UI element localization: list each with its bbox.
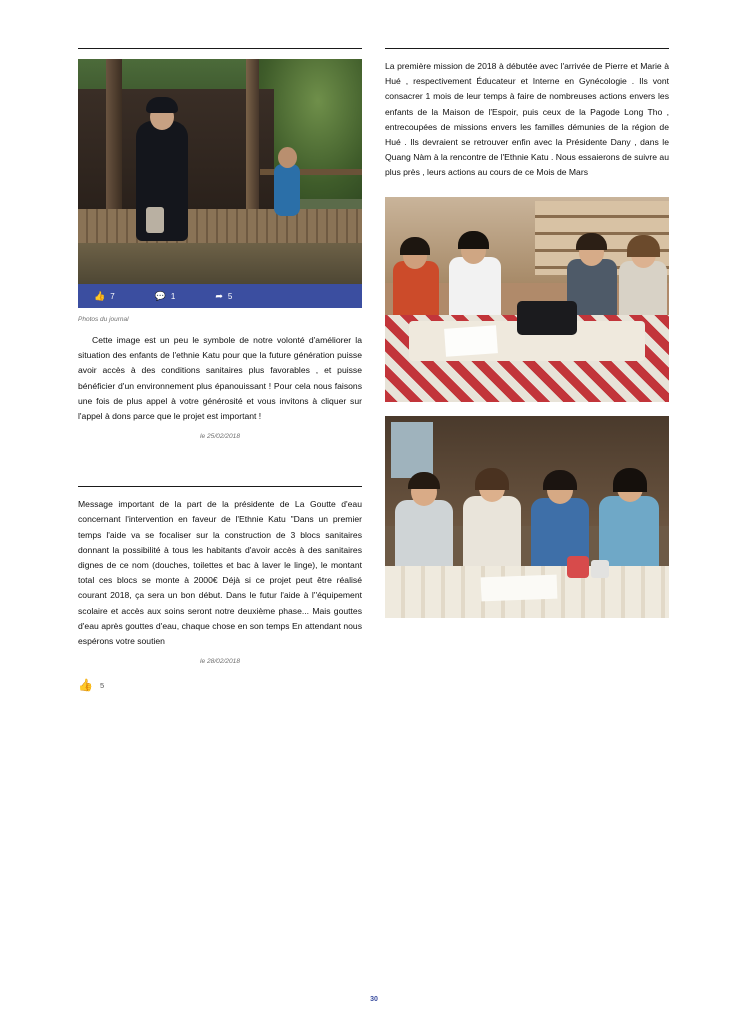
woman-and-child-on-stilt-house-photo <box>78 59 362 284</box>
comment-count: 1 <box>170 291 176 301</box>
article-2-like-count: 5 <box>99 680 105 690</box>
article-2-block <box>78 486 362 691</box>
photo-caption: Photos du journal <box>78 316 129 323</box>
article-2-like-row[interactable] <box>78 679 362 691</box>
article-1-date: le 25/02/2018 <box>200 433 240 441</box>
article-2-body: Message important de la part de la présidente de La Goutte d'eau concernant l'intervention en faveur de l'Ethnie Katu "Dans un premier temps l'aide va se focaliser sur la construction de 3 blocs sanitaires donnant la possibilité à tous les habitants d'avoir accès à des sanitaires dignes de ce nom (douches, toilettes et bac à laver le linge), le montant total ces blocs se monte à 2000€ Déjà si ce projet peut être réalisé courant 2018, ça sera un bon début. Dans le futur l'aide à l''équipement scolaire et accès aux soins seront notre deuxième phase... Mais gouttes d'eau après gouttes d'eau, chaque chose en son temps En attendant nous espérons votre soutien <box>78 499 362 647</box>
social-engagement-bar <box>78 284 362 308</box>
share-icon: ➦ <box>215 290 223 301</box>
share-stat[interactable] <box>215 292 232 301</box>
left-column <box>78 48 362 691</box>
page-number: 30 <box>370 996 378 1003</box>
comment-bubble-icon: 💬 <box>154 290 166 301</box>
comment-stat[interactable] <box>155 292 176 301</box>
top-rule-left <box>78 48 362 49</box>
article-2-rule <box>78 486 362 487</box>
thumbs-up-icon: 👍 <box>94 290 106 301</box>
volunteers-meeting-around-table-photo <box>385 197 669 402</box>
article-2-date: le 28/02/2018 <box>200 658 240 666</box>
top-rule-right <box>385 48 669 49</box>
article-1-body: Cette image est un peu le symbole de notre volonté d'améliorer la situation des enfants de l'ethnie Katu pour que la future génération puisse avoir accès à des conditions sanitaires plus favorables , et puisse bénéficier d'un environnement plus épanouissant ! Pour cela nous faisons une fois de plus appel à votre générosité et vous invitons à cliquer sur l'appel à dons parce que le projet est important ! <box>78 335 362 422</box>
like-count: 7 <box>110 291 115 301</box>
right-column <box>385 48 669 618</box>
share-count: 5 <box>227 291 233 301</box>
like-stat[interactable] <box>94 292 115 301</box>
four-people-seated-at-table-photo <box>385 416 669 618</box>
thumbs-up-icon: 👍 <box>78 678 93 693</box>
right-article-body: La première mission de 2018 à débutée avec l'arrivée de Pierre et Marie à Hué , respectivement Éducateur et Interne en Gynécologie . Ils vont consacrer 1 mois de leur temps à faire de nombreuses actions envers les enfants de la Maison de l'Espoir, puis ceux de la Pagode Long Tho , entrecoupées de missions envers les familles démunies de la région de Hué . Ils devraient se retrouver enfin avec la Présidente Dany , dans le Quang Nàm à la rencontre de l'Ethnie Katu . Nous essaierons de suivre au plus près , leurs actions au cours de ce Mois de Mars <box>385 61 669 178</box>
